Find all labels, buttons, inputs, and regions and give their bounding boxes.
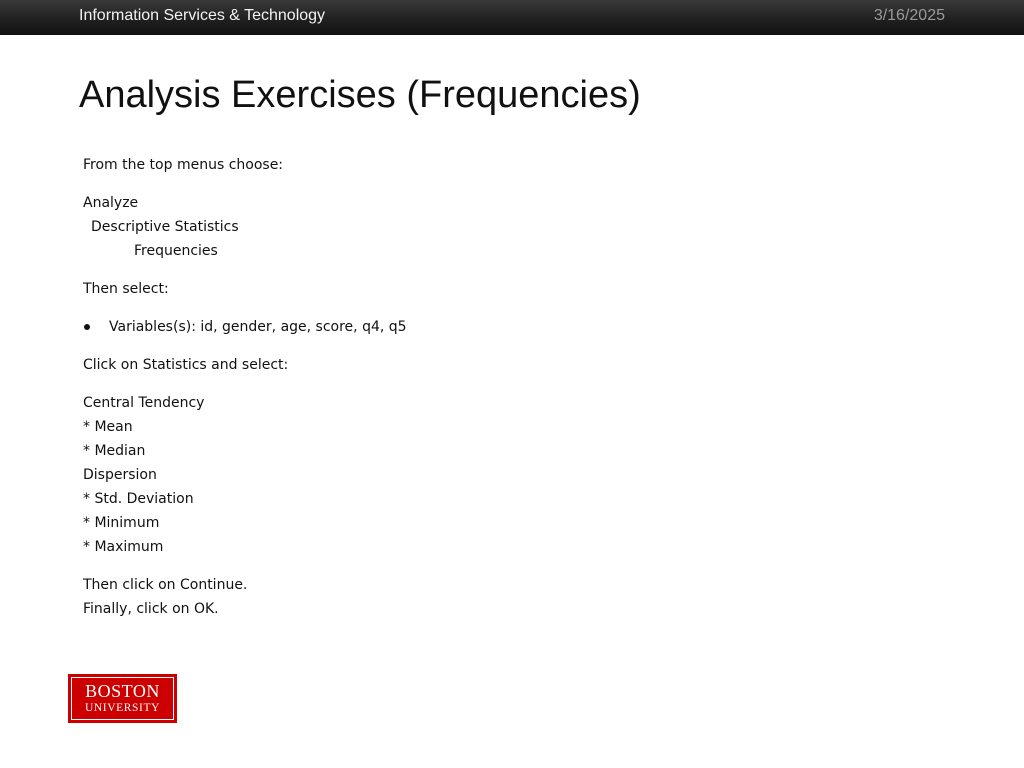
slide-body xyxy=(83,153,683,635)
then-select-line: Then select: xyxy=(83,281,169,297)
statistics-options xyxy=(83,391,683,559)
variables-text: Variables(s): id, gender, age, score, q4, q5 xyxy=(109,319,407,335)
option-mean: * Mean xyxy=(83,419,133,435)
closing-ok: Finally, click on OK. xyxy=(83,601,219,617)
then-select-text xyxy=(83,277,683,301)
logo-text-line1: BOSTON xyxy=(85,681,160,701)
menu-path xyxy=(83,191,683,263)
intro-line: From the top menus choose: xyxy=(83,157,284,173)
header-date: 3/16/2025 xyxy=(873,7,945,24)
option-minimum: * Minimum xyxy=(83,515,160,531)
option-dispersion: Dispersion xyxy=(83,467,157,483)
header-bar xyxy=(0,0,1024,35)
variables-list xyxy=(83,315,683,339)
closing-instructions xyxy=(83,573,683,621)
list-item xyxy=(83,315,683,339)
slide-title: Analysis Exercises (Frequencies) xyxy=(79,74,641,116)
option-central-tendency: Central Tendency xyxy=(83,395,205,411)
statistics-instruction-line: Click on Statistics and select: xyxy=(83,357,289,373)
option-median: * Median xyxy=(83,443,146,459)
logo-frame xyxy=(71,677,174,720)
closing-continue: Then click on Continue. xyxy=(83,577,248,593)
option-std-deviation: * Std. Deviation xyxy=(83,491,194,507)
statistics-instruction xyxy=(83,353,683,377)
intro-text xyxy=(83,153,683,177)
logo-text-line2: UNIVERSITY xyxy=(85,702,160,714)
header-org-name: Information Services & Technology xyxy=(79,7,326,24)
menu-path-level-2: Descriptive Statistics xyxy=(91,219,239,235)
option-maximum: * Maximum xyxy=(83,539,164,555)
bullet-icon xyxy=(84,324,90,330)
menu-path-level-1: Analyze xyxy=(83,195,139,211)
menu-path-level-3: Frequencies xyxy=(134,243,218,259)
boston-university-logo xyxy=(68,674,177,723)
